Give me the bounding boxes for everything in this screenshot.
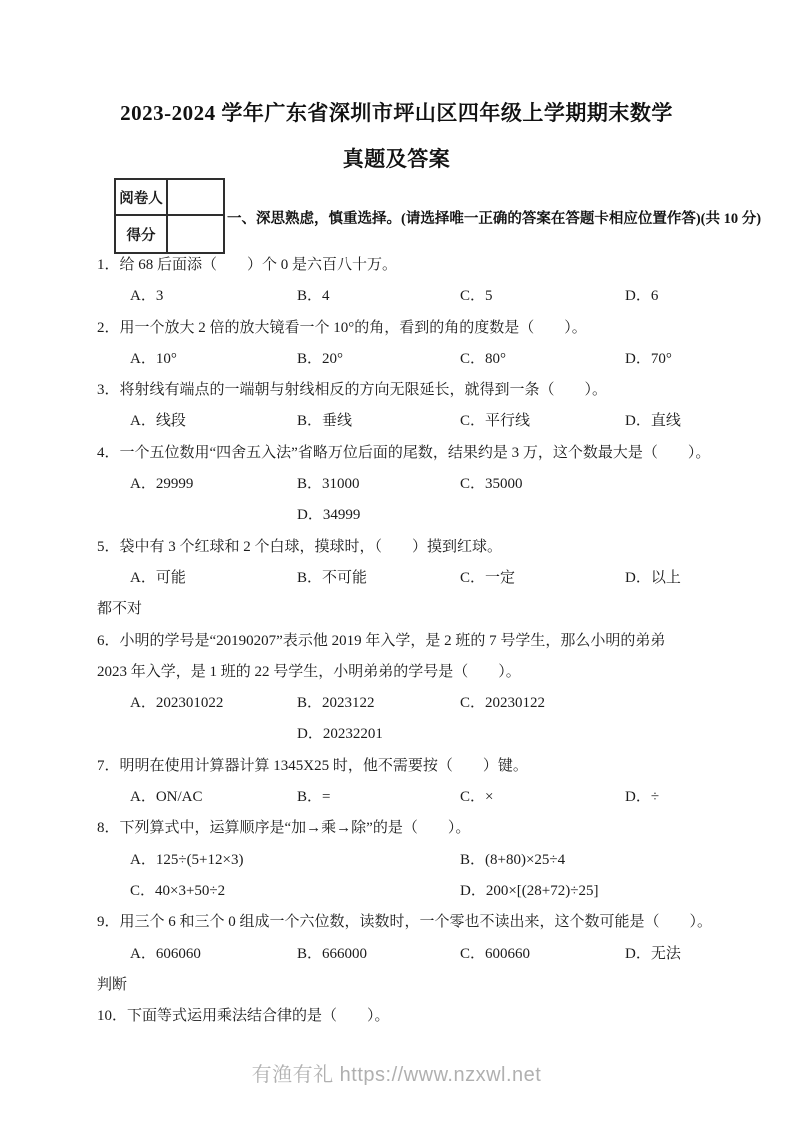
question-2-option-c: C．80° [460,350,507,367]
question-2-options [97,344,783,375]
question-4-options [97,469,783,500]
score-value-cell [168,216,223,252]
grading-table [114,178,225,254]
question-1-option-b: B．4 [297,288,330,305]
question-3-text: 3．将射线有端点的一端朝与射线相反的方向无限延长，就得到一条（ ）。 [97,382,608,399]
question-3-option-d: D．直线 [625,413,681,430]
question-2-option-b: B．20° [297,350,344,367]
question-9-text: 9．用三个 6 和三个 0 组成一个六位数，读数时，一个零也不读出来，这个数可能是（ ）。 [97,914,713,931]
grader-value-cell [168,180,223,216]
question-4-option-d-line [97,500,783,531]
question-8-option-c: C．40×3+50÷2 [130,882,226,899]
question-9-option-d: D．无法 [625,945,681,962]
question-5-option-c: C．一定 [460,569,516,586]
question-8-option-b: B．(8+80)×25÷4 [460,851,566,868]
question-4-option-a: A．29999 [130,476,194,493]
question-4-option-b: B．31000 [297,476,360,493]
question-1-options [97,281,783,312]
grader-label: 阅卷人 [116,180,168,216]
question-1-option-c: C．5 [460,288,493,305]
question-6-option-b: B．2023122 [297,695,375,712]
page-title [0,90,793,182]
question-3-option-b: B．垂线 [297,413,353,430]
question-5-text: 5．袋中有 3 个红球和 2 个白球，摸球时，（ ）摸到红球。 [97,538,503,555]
question-2-option-a: A．10° [130,350,177,367]
question-6-text-line2: 2023 年入学，是 1 班的 22 号学生，小明弟弟的学号是（ ）。 [97,663,521,680]
question-8-options-ab [97,845,783,876]
question-7-option-b: B．= [297,789,331,806]
question-4-text: 4．一个五位数用“四舍五入法”省略万位后面的尾数，结果约是 3 万，这个数最大是（ ）。 [97,444,711,461]
question-6-text-line1: 6．小明的学号是“20190207”表示他 2019 年入学，是 2 班的 7 号学生，那么小明的弟弟 [97,632,666,649]
question-7-option-c: C．× [460,789,494,806]
questions-area [97,250,783,1032]
question-7-options [97,782,783,813]
section-heading: 一、深思熟虑，慎重选择。(请选择唯一正确的答案在答题卡相应位置作答)(共 10 分) [227,211,762,227]
question-6-option-c: C．20230122 [460,695,546,712]
question-9-options [97,939,783,970]
question-4-option-d: D．34999 [297,507,361,524]
question-9-option-a: A．606060 [130,945,201,962]
title-line-1: 2023-2024 学年广东省深圳市坪山区四年级上学期期末数学 [120,101,673,125]
question-2-text: 2．用一个放大 2 倍的放大镜看一个 10°的角，看到的角的度数是（ ）。 [97,319,587,336]
question-8-option-a: A．125÷(5+12×3) [130,851,244,868]
footer-watermark: 有渔有礼 https://www.nzxwl.net [251,1064,542,1086]
question-1-text: 1．给 68 后面添（ ）个 0 是六百八十万。 [97,257,398,273]
question-9-option-d-continuation: 判断 [97,976,128,993]
question-5-option-d: D．以上 [625,569,681,586]
question-3-options [97,406,783,437]
question-7-text: 7．明明在使用计算器计算 1345X25 时，他不需要按（ ）键。 [97,757,528,774]
question-5-option-a: A．可能 [130,569,186,586]
question-1-option-d: D．6 [625,288,659,305]
question-1-option-a: A．3 [130,288,164,305]
question-9-option-b: B．666000 [297,945,368,962]
question-8-text: 8．下列算式中，运算顺序是“加→乘→除”的是（ ）。 [97,820,471,837]
question-4-option-c: C．35000 [460,476,523,493]
question-10-text: 10．下面等式运用乘法结合律的是（ ）。 [97,1008,390,1025]
question-6-option-d-line [97,719,783,750]
question-8-options-cd [97,876,783,907]
title-line-2: 真题及答案 [342,147,451,171]
question-5-options [97,563,783,594]
question-7-option-a: A．ON/AC [130,789,203,806]
question-7-option-d: D．÷ [625,789,660,806]
question-6-option-a: A．202301022 [130,695,224,712]
question-5-option-b: B．不可能 [297,569,368,586]
question-2-option-d: D．70° [625,350,672,367]
question-9-option-c: C．600660 [460,945,531,962]
score-label: 得分 [116,216,168,252]
question-6-options [97,688,783,719]
question-3-option-a: A．线段 [130,413,186,430]
question-5-option-d-continuation: 都不对 [97,601,143,618]
question-6-option-d: D．20232201 [297,726,383,743]
question-8-option-d: D．200×[(28+72)÷25] [460,882,599,899]
question-3-option-c: C．平行线 [460,413,531,430]
